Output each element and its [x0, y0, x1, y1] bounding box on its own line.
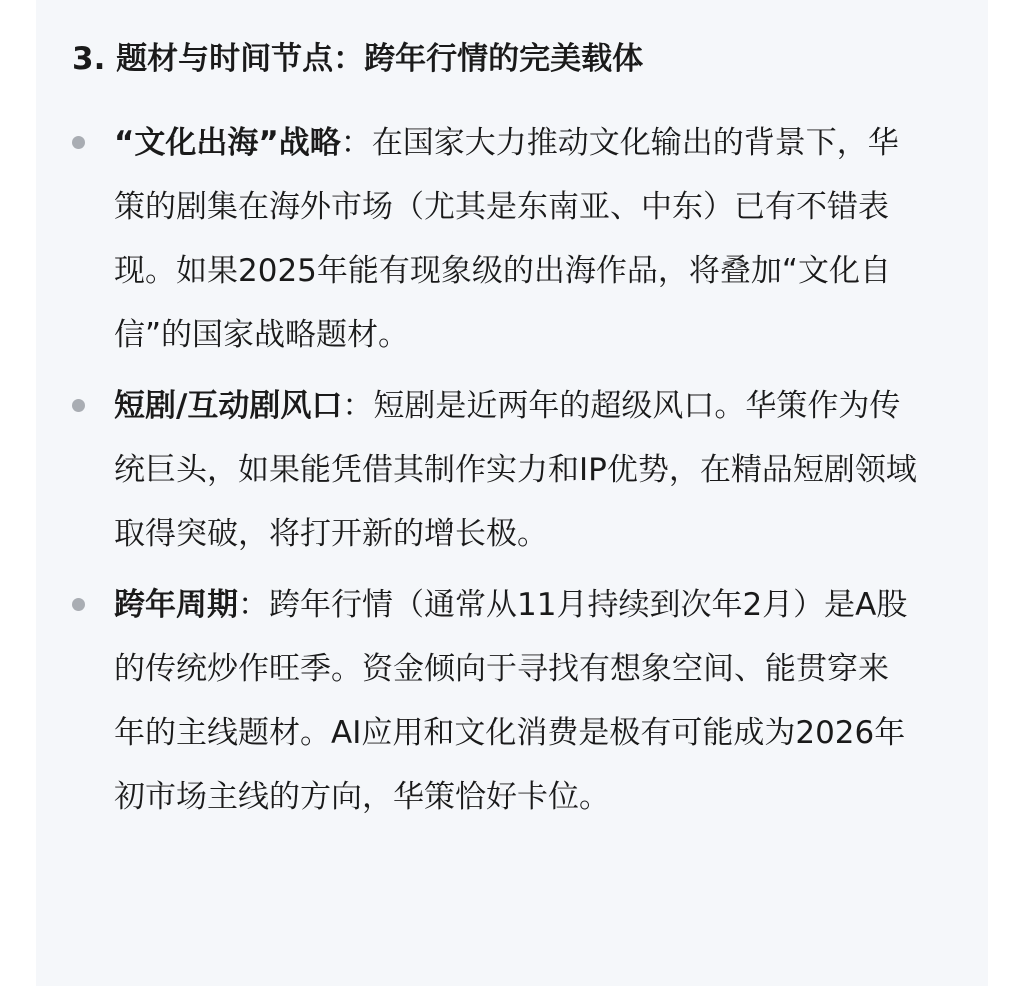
list-item-body: ：短剧是近两年的超级风口。华策作为传统巨头，如果能凭借其制作实力和IP优势，在精品短剧领域取得突破，将打开新的增长极。	[114, 388, 917, 552]
list-item	[72, 111, 952, 367]
list-item	[72, 374, 952, 566]
list-item-text	[114, 573, 919, 829]
list-item-text	[114, 111, 919, 367]
list-item-body: ：跨年行情（通常从11月持续到次年2月）是A股的传统炒作旺季。资金倾向于寻找有想象空间、能贯穿来年的主线题材。AI应用和文化消费是极有可能成为2026年初市场主线的方向，华策恰好卡位。	[114, 587, 908, 815]
list-item	[72, 573, 952, 829]
section-heading: 3. 题材与时间节点：跨年行情的完美载体	[72, 41, 644, 77]
list-item-term: 跨年周期	[114, 587, 238, 623]
list-item-text	[114, 374, 919, 566]
list-item-term: 短剧/互动剧风口	[114, 388, 343, 424]
list-item-term: “文化出海”战略	[114, 125, 341, 161]
bullet-dot-icon	[72, 136, 85, 149]
bullet-dot-icon	[72, 598, 85, 611]
bullet-list	[72, 111, 952, 829]
list-item-body: ：在国家大力推动文化输出的背景下，华策的剧集在海外市场（尤其是东南亚、中东）已有不错表现。如果2025年能有现象级的出海作品，将叠加“文化自信”的国家战略题材。	[114, 125, 899, 353]
bullet-dot-icon	[72, 399, 85, 412]
